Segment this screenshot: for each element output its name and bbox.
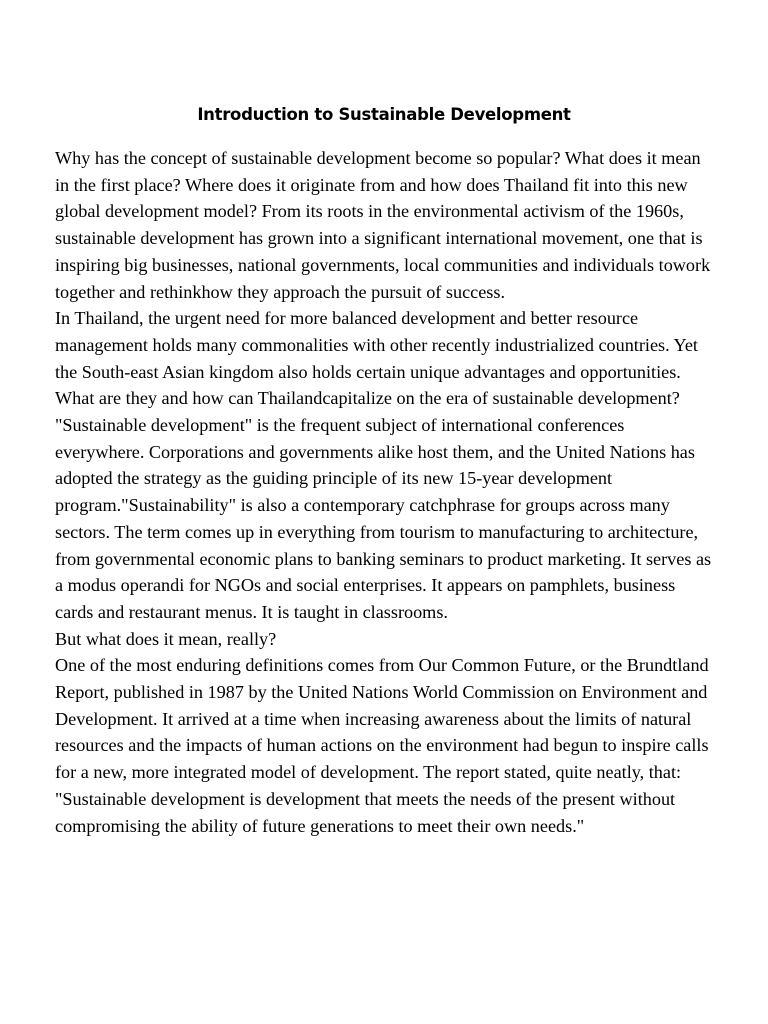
paragraph-3: "Sustainable development" is the frequent subject of international conferences everywhere. Corporations and governments alike host them, and the United Nations has adopted the strategy as the guiding principle of its new 15-year development program."Sustainability" is also a contemporary catchphrase for groups across many sectors. The term comes up in everything from tourism to manufacturing to architecture, from governmental economic plans to banking seminars to product marketing. It serves as a modus operandi for NGOs and social enterprises. It appears on pamphlets, business cards and restaurant menus. It is taught in classrooms. [55,415,712,622]
document-body [55,145,715,839]
document-title: Introduction to Sustainable Development [197,105,571,124]
paragraph-5: One of the most enduring definitions comes from Our Common Future, or the Brundtland Report, published in 1987 by the United Nations World Commission on Environment and Development. It arrived at a time when increasing awareness about the limits of natural resources and the impacts of human actions on the environment had begun to inspire calls for a new, more integrated model of development. The report stated, quite neatly, that: [55,655,709,783]
paragraph-4: But what does it mean, really? [55,628,277,649]
paragraph-6: "Sustainable development is development that meets the needs of the present without compromising the ability of future generations to meet their own needs." [55,788,676,836]
paragraph-1: Why has the concept of sustainable development become so popular? What does it mean in the first place? Where does it originate from and how does Thailand fit into this new global development model? From its roots in the environmental activism of the 1960s, sustainable development has grown into a significant international movement, one that is inspiring big businesses, national governments, local communities and individuals towork together and rethinkhow they approach the pursuit of success. [55,148,711,302]
paragraph-2: In Thailand, the urgent need for more balanced development and better resource management holds many commonalities with other recently industrialized countries. Yet the South-east Asian kingdom also holds certain unique advantages and opportunities. What are they and how can Thailandcapitalize on the era of sustainable development? [55,308,698,409]
